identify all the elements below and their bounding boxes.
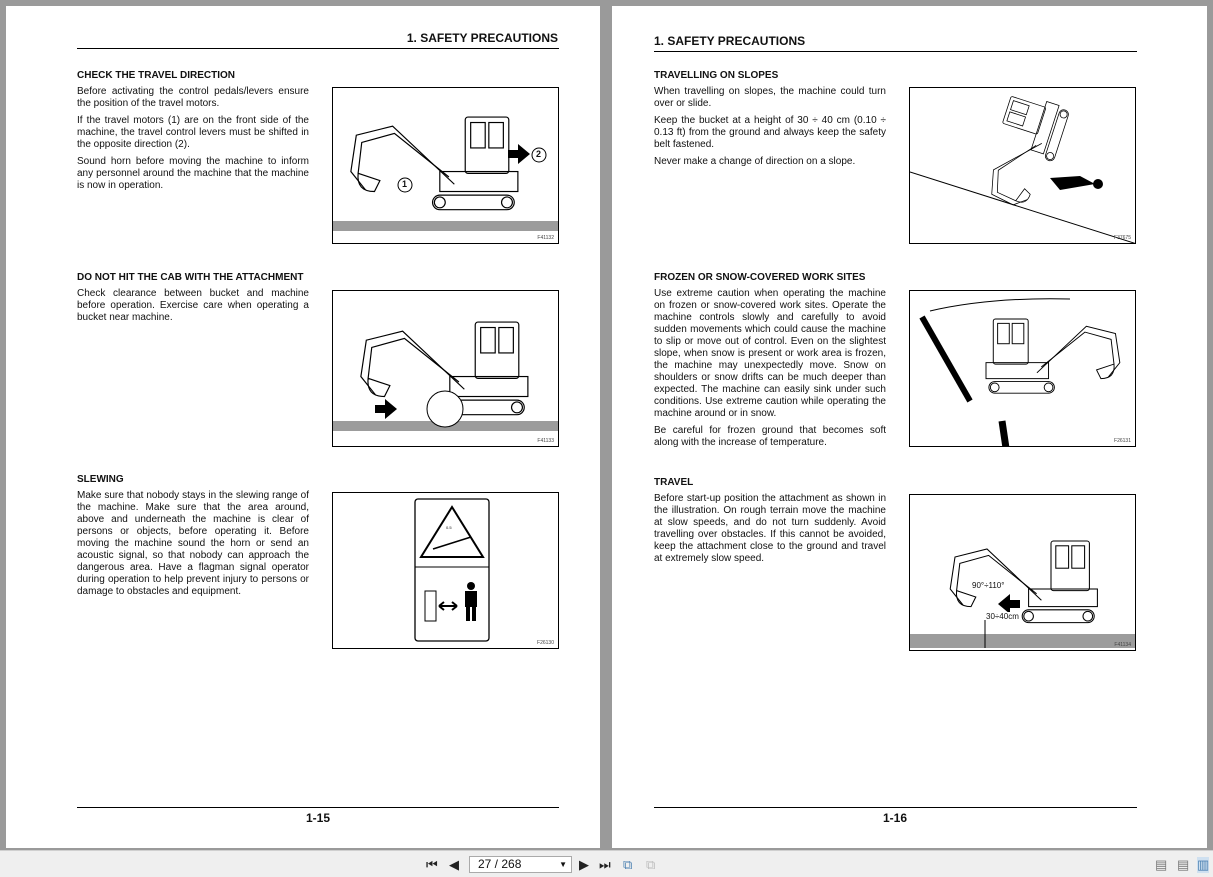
frozen-sites-figure: [909, 290, 1136, 447]
chevron-down-icon[interactable]: ▼: [559, 860, 567, 869]
section-body: [77, 490, 309, 603]
section-title: TRAVEL: [654, 477, 694, 488]
left-page: [6, 6, 600, 848]
angle-label: 90°÷110°: [972, 581, 1005, 590]
footer-rule: [654, 807, 1137, 808]
section-body: [654, 288, 886, 454]
page-number: 1-15: [306, 811, 331, 825]
page-number: 1-16: [883, 811, 908, 825]
cab-attachment-figure: [332, 290, 559, 447]
travel-direction-figure: [332, 87, 559, 244]
last-page-icon[interactable]: ⏭: [599, 857, 611, 872]
right-page: [612, 6, 1207, 848]
section-title: FROZEN OR SNOW-COVERED WORK SITES: [654, 272, 866, 283]
section-body: [654, 493, 886, 570]
slewing-figure: [332, 492, 559, 649]
figure-code: F41134: [1114, 642, 1131, 648]
page-number-input[interactable]: [469, 856, 572, 873]
slopes-figure: [909, 87, 1136, 244]
section-title: DO NOT HIT THE CAB WITH THE ATTACHMENT: [77, 272, 304, 283]
figure-code: F26131: [1114, 438, 1131, 444]
paragraph: Make sure that nobody stays in the slewing range of the machine. Make sure that the area around, above and underneath the machine is clear of persons or objects, before operating it. Before moving the machine sound the horn or send an acoustic signal, so that nobody can approach the dangerous area. Have a flagman signal operator during operation to help prevent injury to persons or damage to obstacles and equipment.: [77, 490, 309, 597]
paragraph: Sound horn before moving the machine to inform any personnel around the machine that the machine is now in operation.: [77, 156, 309, 191]
single-page-view-icon[interactable]: ▤: [1155, 857, 1168, 872]
first-page-icon[interactable]: ⏮: [426, 857, 438, 872]
paragraph: When travelling on slopes, the machine could turn over or slide.: [654, 86, 886, 109]
travel-figure: [909, 494, 1136, 651]
paragraph: Check clearance between bucket and machine before operation. Exercise care when operating a bucket near machine.: [77, 288, 309, 323]
section-title: CHECK THE TRAVEL DIRECTION: [77, 70, 235, 81]
callout-1: 1: [402, 179, 408, 189]
header-rule: [654, 51, 1137, 52]
viewer-toolbar: [0, 850, 1213, 877]
paragraph: Keep the bucket at a height of 30 ÷ 40 cm (0.10 ÷ 0.13 ft) from the ground and always keep the safety belt fastened.: [654, 115, 886, 150]
paragraph: Before start-up position the attachment as shown in the illustration. On rough terrain move the machine at slow speeds, and do not turn suddenly. Avoid travelling over obstacles. If this cannot be avoided, keep the attachment close to the ground and travel at extremely slow speed.: [654, 493, 886, 564]
page-header-title: 1. SAFETY PRECAUTIONS: [406, 31, 558, 45]
height-label: 30÷40cm: [986, 612, 1019, 621]
callout-2: 2: [536, 149, 542, 159]
header-rule: [77, 48, 559, 49]
page-header-title: 1. SAFETY PRECAUTIONS: [654, 34, 806, 48]
next-page-icon[interactable]: ▶: [579, 857, 589, 872]
section-body: [77, 288, 309, 329]
previous-page-icon[interactable]: ◀: [449, 857, 459, 872]
continuous-view-icon[interactable]: ▤: [1177, 857, 1190, 872]
figure-code: F26130: [537, 640, 554, 646]
paragraph: Use extreme caution when operating the machine on frozen or snow-covered work sites. Operate the machine controls slowly and carefully to avoid sudden movements which could cause the machine to slip or move out of control. Even on the slightest slope, when snow is present or work area is frozen, the machine may unexpectedly move. Snow on shoulders or snow drifts can be much deeper than expected. The machine can easily sink under such conditions. Use extreme caution while operating the machine around or in snow.: [654, 288, 886, 419]
paragraph: If the travel motors (1) are on the front side of the machine, the travel control levers must be shifted in the opposite direction (2).: [77, 115, 309, 150]
figure-code: F41133: [537, 438, 554, 444]
rotate-page-icon[interactable]: ⧉: [623, 857, 633, 872]
figure-code: F41132: [537, 235, 554, 241]
footer-rule: [77, 807, 559, 808]
two-page-view-icon[interactable]: ▥: [1197, 857, 1210, 872]
figure-code: F37675: [1114, 235, 1131, 241]
section-body: [77, 86, 309, 197]
section-body: [654, 86, 886, 173]
page-number-value: 27 / 268: [478, 857, 522, 871]
section-title: SLEWING: [77, 474, 124, 485]
copy-page-icon[interactable]: ⧉: [646, 857, 656, 872]
paragraph: Before activating the control pedals/levers ensure the position of the travel motors.: [77, 86, 309, 109]
paragraph: Be careful for frozen ground that becomes soft along with the increase of temperature.: [654, 425, 886, 448]
section-title: TRAVELLING ON SLOPES: [654, 70, 779, 81]
paragraph: Never make a change of direction on a slope.: [654, 156, 856, 167]
sign-label: 0.5: [446, 525, 452, 530]
